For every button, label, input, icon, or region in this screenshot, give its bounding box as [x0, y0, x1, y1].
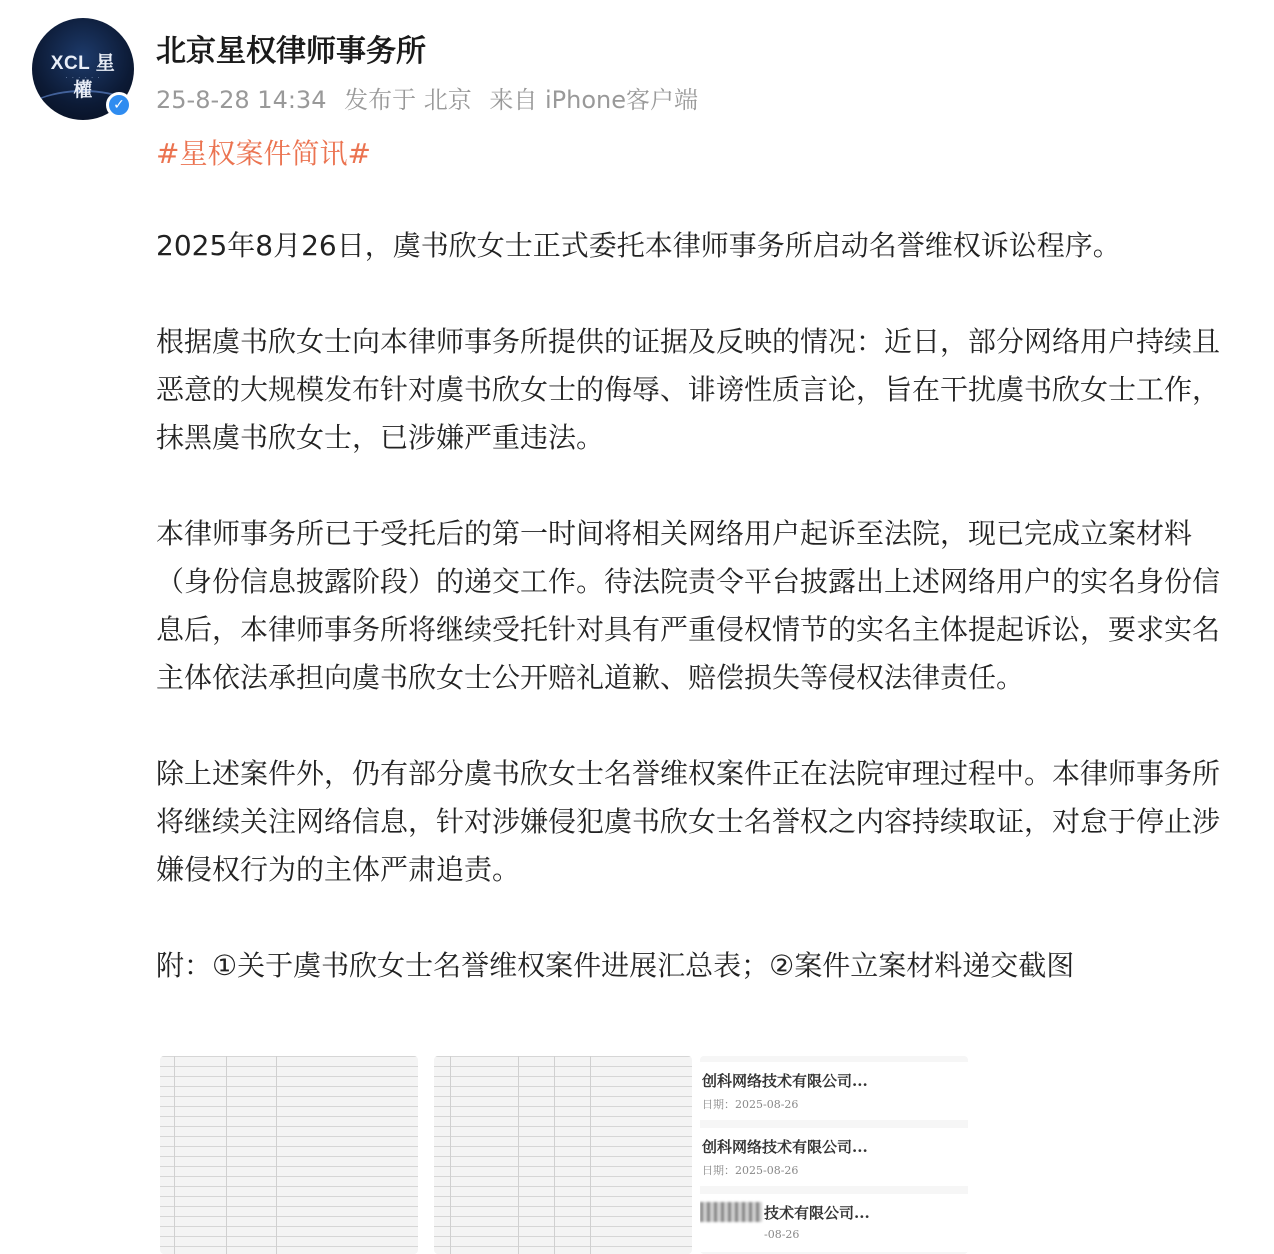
table-grid — [160, 1056, 418, 1254]
table-column-line — [590, 1056, 591, 1254]
post-source: 来自 iPhone客户端 — [489, 86, 699, 114]
post-header — [32, 18, 1252, 128]
paragraph-5: 附：①关于虞书欣女士名誉维权案件进展汇总表；②案件立案材料递交截图 — [156, 949, 1075, 982]
paragraph-1: 2025年8月26日，虞书欣女士正式委托本律师事务所启动名誉维权诉讼程序。 — [156, 229, 1121, 262]
image-thumbnail-summary-table[interactable] — [160, 1056, 418, 1254]
post-timestamp[interactable]: 25-8-28 14:34 — [156, 86, 327, 114]
paragraph-2: 根据虞书欣女士向本律师事务所提供的证据及反映的情况：近日，部分网络用户持续且恶意的大规模发布针对虞书欣女士的侮辱、诽谤性质言论，旨在干扰虞书欣女士工作，抹黑虞书欣女士，已涉嫌严重违法。 — [156, 325, 1221, 454]
table-column-line — [226, 1056, 227, 1254]
table-column-line — [450, 1056, 451, 1254]
image-thumbnail-summary-table-2[interactable] — [434, 1056, 692, 1254]
filing-company: 创科网络技术有限公司... — [702, 1138, 868, 1156]
filing-item — [700, 1128, 968, 1186]
post-meta — [156, 80, 708, 115]
watermark-blur-icon — [700, 1202, 762, 1222]
account-name[interactable]: 北京星权律师事务所 — [156, 34, 426, 69]
image-attachments — [160, 1056, 1240, 1254]
table-column-line — [554, 1056, 555, 1254]
hashtag-link[interactable]: #星权案件简讯# — [156, 137, 371, 170]
paragraph-3: 本律师事务所已于受托后的第一时间将相关网络用户起诉至法院，现已完成立案材料（身份信息披露阶段）的递交工作。待法院责令平台披露出上述网络用户的实名身份信息后，本律师事务所将继续受托针对具有严重侵权情节的实名主体提起诉讼，要求实名主体依法承担向虞书欣女士公开赔礼道歉、赔偿损失等侵权法律责任。 — [156, 517, 1221, 694]
table-column-line — [174, 1056, 175, 1254]
paragraph-4: 除上述案件外，仍有部分虞书欣女士名誉维权案件正在法院审理过程中。本律师事务所将继续关注网络信息，针对涉嫌侵犯虞书欣女士名誉权之内容持续取证，对怠于停止涉嫌侵权行为的主体严肃追责。 — [156, 757, 1221, 886]
filing-company: 创科网络技术有限公司... — [702, 1072, 868, 1090]
filing-item — [700, 1194, 968, 1252]
table-grid — [434, 1056, 692, 1254]
filing-date: 日期：2025-08-26 — [702, 1164, 799, 1177]
filing-date: -08-26 — [764, 1228, 800, 1241]
filing-company: 技术有限公司... — [764, 1204, 870, 1222]
post-location: 发布于 北京 — [344, 86, 472, 114]
verified-badge-icon: ✓ — [106, 92, 132, 118]
table-column-line — [276, 1056, 277, 1254]
avatar-logo-sub-icon: · · · · · · — [65, 74, 101, 82]
post-content — [156, 222, 1238, 990]
filing-date: 日期：2025-08-26 — [702, 1098, 799, 1111]
table-column-line — [518, 1056, 519, 1254]
avatar-logo: XCL 星權 — [50, 53, 116, 101]
image-thumbnail-filing-screenshot[interactable] — [700, 1056, 968, 1254]
filing-item — [700, 1062, 968, 1120]
